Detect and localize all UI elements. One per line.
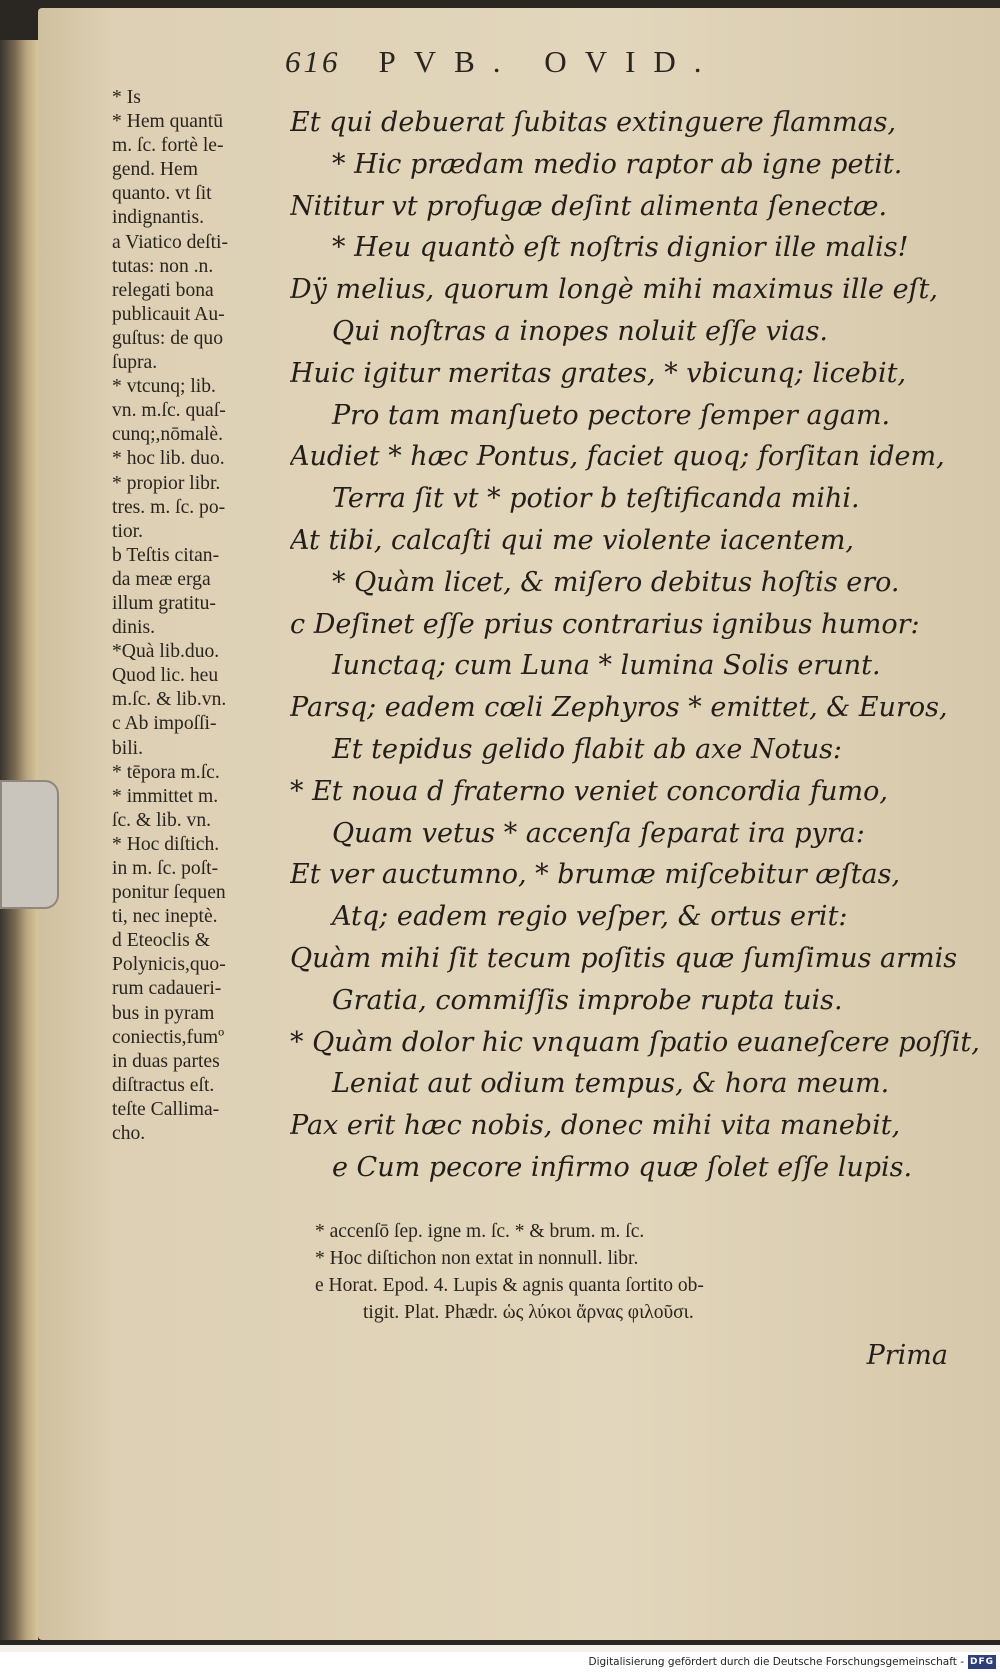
verse-line: * Hic prædam medio raptor ab igne petit.	[332, 148, 903, 180]
margin-note-line: dinis.	[112, 617, 156, 639]
margin-note-line: * immittet m.	[112, 785, 219, 807]
margin-note-line: * vtcunq; lib.	[112, 376, 216, 398]
verse-line: Pro tam manſueto pectore ſemper agam.	[332, 399, 891, 431]
margin-note-line: tutas: non .n.	[112, 255, 214, 277]
footnotes	[315, 1218, 945, 1326]
margin-notes	[112, 86, 294, 1146]
digitization-credit: Digitalisierung gefördert durch die Deutsche Forschungsgemeinschaft -	[588, 1656, 964, 1668]
verse-line: Quam vetus * accenſa ſeparat ira pyra:	[332, 817, 865, 849]
verse-line: Quàm mihi ſit tecum poſitis quæ ſumſimus armis	[290, 942, 958, 974]
margin-note-line: ti, nec ineptè.	[112, 906, 218, 928]
footnote-line: * Hoc diſtichon non extat in nonnull. libr.	[315, 1248, 639, 1269]
margin-note-line: Polynicis,quo-	[112, 954, 226, 976]
margin-note-line: tior.	[112, 520, 144, 542]
margin-note-line: * Is	[112, 87, 141, 108]
margin-note-line: * propior libr.	[112, 472, 221, 494]
dfg-logo-icon: DFG	[969, 1657, 994, 1667]
verse-line: At tibi, calcaſti qui me violente iacentem,	[290, 524, 855, 556]
verse-line: e Cum pecore infirmo quæ ſolet eſſe lupis.	[332, 1151, 913, 1183]
margin-note-line: b Teſtis citan-	[112, 544, 220, 566]
margin-note-line: publicauit Au-	[112, 303, 225, 325]
verse-line: Dÿ melius, quorum longè mihi maximus ille eſt,	[290, 274, 938, 306]
margin-note-line: Quod lic. heu	[112, 665, 219, 687]
verse-line: Et tepidus gelido flabit ab axe Notus:	[332, 733, 843, 765]
verse-line: Gratia, commiſſis improbe rupta tuis.	[332, 984, 843, 1016]
margin-note-line: cho.	[112, 1123, 146, 1145]
margin-note-line: in duas partes	[112, 1050, 220, 1072]
margin-note-line: tres. m. ſc. po-	[112, 496, 226, 518]
footnote-line: * accenſō ſep. igne m. ſc. * & brum. m. ſc.	[315, 1221, 645, 1242]
verse-line: Iunctaq; cum Luna * lumina Solis erunt.	[332, 650, 881, 682]
margin-note-line: * hoc lib. duo.	[112, 448, 225, 470]
margin-note-line: gend. Hem	[112, 159, 198, 181]
margin-note-line: * Hoc diſtich.	[112, 833, 220, 855]
margin-note-line: guſtus: de quo	[112, 327, 224, 349]
verse-line: * Heu quantò eſt noſtris dignior ille malis!	[332, 232, 909, 264]
margin-note-line: cunq;,nōmalè.	[112, 424, 223, 446]
verse-line: Et ver auctumno, * brumæ miſcebitur æſtas,	[290, 859, 901, 891]
verse-line: Terra ſit vt * potior b teſtificanda mihi.	[332, 483, 860, 515]
verse-line: * Et noua d fraterno veniet concordia fumo,	[290, 775, 888, 807]
margin-note-line: coniectis,fumº	[112, 1026, 225, 1048]
verse-line: Qui noſtras a inopes noluit eſſe vias.	[332, 315, 829, 347]
verse-line: Et qui debuerat ſubitas extinguere flammas,	[290, 107, 897, 138]
margin-note-line: da meæ erga	[112, 568, 211, 590]
poem-text	[290, 102, 980, 1189]
verse-line: Nititur vt profugæ deſint alimenta ſenectæ.	[290, 190, 888, 222]
margin-note-line: * Hem quantū	[112, 111, 224, 133]
margin-note-line: in m. ſc. poſt-	[112, 858, 219, 879]
margin-note-line: m. ſc. fortè le-	[112, 135, 224, 157]
margin-note-line: m.ſc. & lib.vn.	[112, 689, 227, 711]
verse-line: Leniat aut odium tempus, & hora meum.	[332, 1068, 890, 1100]
catchword: Prima	[866, 1340, 948, 1371]
margin-note-line: bus in pyram	[112, 1002, 215, 1024]
margin-note-line: diſtractus eſt.	[112, 1074, 215, 1096]
verse-line: Huic igitur meritas grates, * vbicunq; licebit,	[290, 357, 907, 389]
margin-note-line: ſc. & lib. vn.	[112, 809, 212, 831]
margin-note-line: d Eteoclis &	[112, 930, 210, 952]
margin-note-line: rum cadaueri-	[112, 978, 222, 1000]
margin-note-line: a Viatico deſti-	[112, 231, 228, 253]
margin-note-line: vn. m.ſc. quaſ-	[112, 400, 226, 422]
margin-note-line: ſupra.	[112, 352, 158, 374]
page-number: 616	[285, 44, 341, 79]
margin-note-line: quanto. vt ſit	[112, 183, 212, 205]
running-head	[285, 44, 845, 90]
running-title: PVB. OVID.	[378, 44, 720, 79]
verse-line: * Quàm dolor hic vnquam ſpatio euaneſcere poſſit,	[290, 1026, 980, 1058]
margin-note-line: indignantis.	[112, 207, 204, 229]
verse-line: Parsq; eadem cœli Zephyros * emittet, & Euros,	[290, 692, 948, 724]
margin-note-line: teſte Callima-	[112, 1098, 220, 1120]
verse-line: Audiet * hæc Pontus, faciet quoq; forſitan idem,	[290, 441, 945, 473]
verse-line: c Deſinet eſſe prius contrarius ignibus humor:	[290, 608, 920, 640]
margin-note-line: illum gratitu-	[112, 592, 216, 614]
margin-note-line: relegati bona	[112, 279, 214, 301]
margin-note-line: *Quà lib.duo.	[112, 641, 220, 663]
verse-line: * Quàm licet, & miſero debitus hoſtis ero.	[332, 566, 900, 598]
verse-line: Pax erit hæc nobis, donec mihi vita manebit,	[290, 1110, 901, 1142]
margin-note-line: ponitur ſequen	[112, 882, 226, 904]
margin-note-line: * tēpora m.ſc.	[112, 761, 220, 783]
verse-line: Atq; eadem regio veſper, & ortus erit:	[332, 901, 848, 933]
footnote-line: e Horat. Epod. 4. Lupis & agnis quanta ſortito ob-	[315, 1275, 704, 1296]
margin-note-line: c Ab impoſſi-	[112, 713, 217, 735]
digitization-footer	[0, 1652, 1000, 1673]
margin-note-line: bili.	[112, 737, 144, 759]
page-clip	[0, 780, 59, 909]
footnote-line: tigit. Plat. Phædr. ὡς λύκοι ἄρνας φιλοῦσι.	[363, 1302, 694, 1323]
